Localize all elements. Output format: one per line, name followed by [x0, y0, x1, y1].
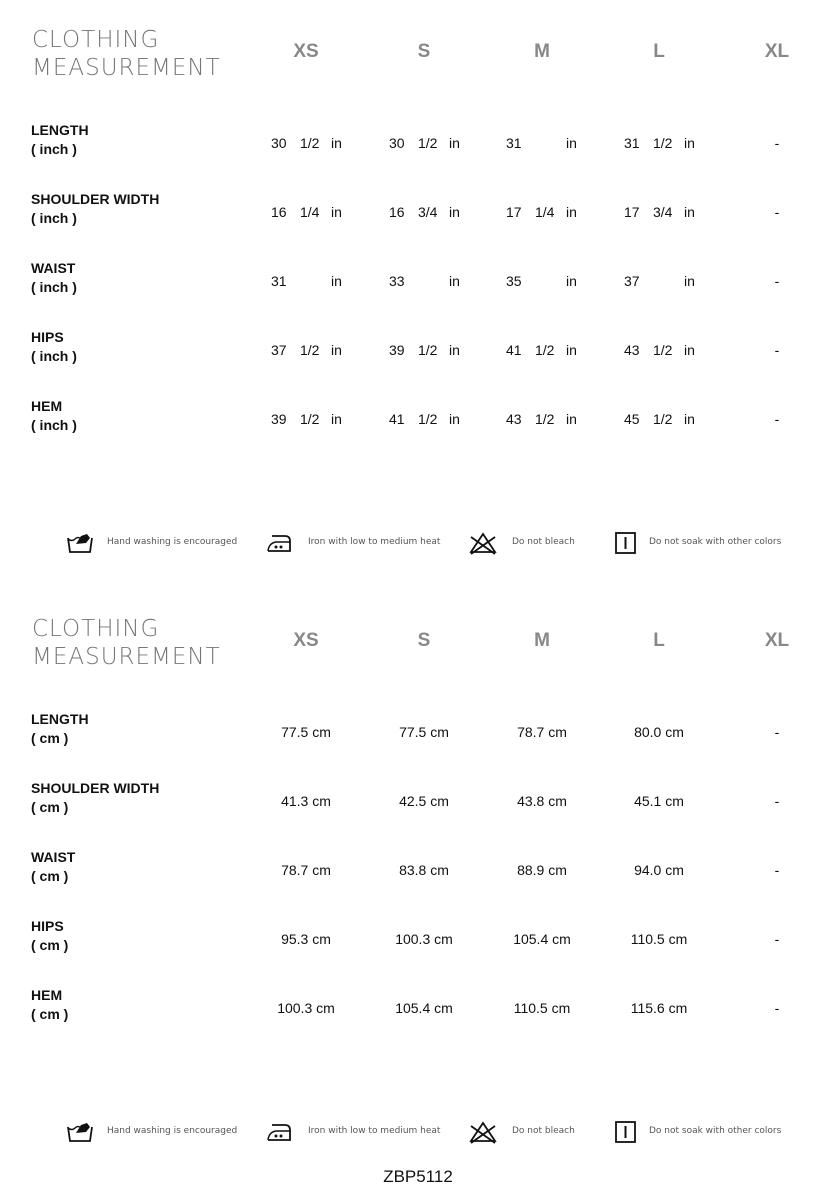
cell-fraction: 1/2: [300, 135, 320, 151]
cell-unit: in: [566, 135, 577, 151]
cell-xs: [271, 202, 351, 222]
care-text: Do not bleach: [512, 537, 575, 547]
row-unit: ( cm ): [31, 730, 69, 746]
cell-fraction: 3/4: [418, 204, 438, 220]
row-unit: ( cm ): [31, 1006, 69, 1022]
cell-l: 115.6 cm: [630, 1000, 688, 1016]
care-text: Hand washing is encouraged: [107, 537, 238, 547]
cell-xs: [271, 340, 351, 360]
title-line-1: CLOTHING: [32, 27, 160, 53]
cell-unit: in: [331, 342, 342, 358]
row-label: [31, 779, 159, 817]
cell-s: 105.4 cm: [395, 1000, 453, 1016]
cell-whole: 16: [271, 204, 287, 220]
row-unit: ( cm ): [31, 937, 69, 953]
row-name: SHOULDER WIDTH: [31, 780, 160, 796]
row-name: HIPS: [31, 918, 64, 934]
cell-l: [624, 409, 704, 429]
row-name: WAIST: [31, 260, 76, 276]
iron-icon: [265, 530, 293, 556]
cell-s: [389, 271, 469, 291]
size-header-l: L: [653, 630, 665, 651]
care-instructions: [0, 527, 836, 559]
cell-s: 77.5 cm: [399, 724, 449, 740]
cell-m: 78.7 cm: [517, 724, 567, 740]
section-title: [32, 615, 221, 671]
cell-xs: 100.3 cm: [277, 1000, 335, 1016]
cell-xl: -: [774, 724, 780, 740]
cell-whole: 37: [624, 273, 640, 289]
measurement-row-hips: [0, 917, 836, 961]
cell-unit: in: [331, 135, 342, 151]
cell-m: [506, 409, 586, 429]
cell-s: 42.5 cm: [399, 793, 449, 809]
cell-xs: [271, 409, 351, 429]
cell-s: [389, 409, 469, 429]
cell-xl: -: [774, 931, 780, 947]
cell-whole: 41: [389, 411, 405, 427]
cell-xl: -: [774, 411, 780, 427]
cell-unit: in: [684, 411, 695, 427]
care-text: Do not soak with other colors: [649, 537, 782, 547]
cell-xs: 77.5 cm: [281, 724, 331, 740]
cell-unit: in: [684, 273, 695, 289]
size-header-xl: XL: [764, 630, 790, 651]
cell-s: 100.3 cm: [395, 931, 453, 947]
row-label: [31, 848, 75, 886]
row-label: [31, 917, 68, 955]
cell-unit: in: [331, 204, 342, 220]
row-name: HEM: [31, 987, 63, 1003]
row-unit: ( inch ): [31, 141, 77, 157]
hand-wash-icon: [66, 530, 94, 556]
cell-xs: [271, 133, 351, 153]
row-name: SHOULDER WIDTH: [31, 191, 160, 207]
cell-whole: 31: [506, 135, 522, 151]
measurement-row-hem: [0, 397, 836, 441]
cell-fraction: 1/2: [418, 411, 438, 427]
cell-s: [389, 202, 469, 222]
cell-m: 110.5 cm: [513, 1000, 571, 1016]
row-unit: ( inch ): [31, 279, 77, 295]
cell-xs: 95.3 cm: [281, 931, 331, 947]
cell-whole: 30: [271, 135, 287, 151]
care-text: Do not soak with other colors: [649, 1126, 782, 1136]
cell-m: 88.9 cm: [517, 862, 567, 878]
cell-fraction: 3/4: [653, 204, 673, 220]
section-title: [32, 26, 221, 82]
cell-xl: -: [774, 135, 780, 151]
no-bleach-icon: [469, 530, 497, 556]
cell-whole: 37: [271, 342, 287, 358]
cell-xl: -: [774, 204, 780, 220]
measurement-row-waist: [0, 259, 836, 303]
cell-xl: -: [774, 862, 780, 878]
cell-l: [624, 271, 704, 291]
cell-unit: in: [331, 273, 342, 289]
size-header-m: M: [534, 41, 550, 62]
cell-l: 80.0 cm: [634, 724, 684, 740]
cell-xs: 41.3 cm: [281, 793, 331, 809]
cell-l: [624, 340, 704, 360]
cell-fraction: 1/4: [535, 204, 555, 220]
cell-whole: 30: [389, 135, 405, 151]
cell-unit: in: [449, 342, 460, 358]
size-header-s: S: [417, 630, 431, 651]
cell-xl: -: [774, 1000, 780, 1016]
cell-whole: 39: [271, 411, 287, 427]
cell-l: 94.0 cm: [634, 862, 684, 878]
cell-m: [506, 133, 586, 153]
size-header-xs: XS: [293, 630, 319, 651]
row-name: LENGTH: [31, 711, 89, 727]
measurement-row-waist: [0, 848, 836, 892]
cell-m: 43.8 cm: [517, 793, 567, 809]
cell-fraction: 1/2: [653, 342, 673, 358]
measurement-row-length: [0, 121, 836, 165]
cell-unit: in: [566, 204, 577, 220]
title-line-2: MEASUREMENT: [32, 55, 221, 81]
cell-l: 45.1 cm: [634, 793, 684, 809]
cell-unit: in: [684, 342, 695, 358]
measurement-row-hips: [0, 328, 836, 372]
cell-whole: 16: [389, 204, 405, 220]
cell-whole: 43: [624, 342, 640, 358]
cell-fraction: 1/2: [535, 411, 555, 427]
size-header-xl: XL: [764, 41, 790, 62]
cell-xl: -: [774, 342, 780, 358]
cell-fraction: 1/2: [300, 342, 320, 358]
cell-whole: 43: [506, 411, 522, 427]
cell-unit: in: [684, 135, 695, 151]
row-label: [31, 397, 77, 435]
no-bleach-icon: [469, 1119, 497, 1145]
measurement-row-shoulder-width: [0, 190, 836, 234]
cell-whole: 41: [506, 342, 522, 358]
hand-wash-icon: [66, 1119, 94, 1145]
row-label: [31, 121, 89, 159]
iron-icon: [265, 1119, 293, 1145]
care-text: Iron with low to medium heat: [308, 1126, 441, 1136]
size-header-xs: XS: [293, 41, 319, 62]
size-header-s: S: [417, 41, 431, 62]
cell-fraction: 1/2: [300, 411, 320, 427]
title-line-2: MEASUREMENT: [32, 644, 221, 670]
care-instructions: [0, 1116, 836, 1148]
cell-unit: in: [331, 411, 342, 427]
row-label: [31, 328, 77, 366]
cell-unit: in: [449, 204, 460, 220]
measurement-row-length: [0, 710, 836, 754]
row-name: HEM: [31, 398, 63, 414]
size-header-m: M: [534, 630, 550, 651]
title-line-1: CLOTHING: [32, 616, 160, 642]
cell-xl: -: [774, 273, 780, 289]
cell-unit: in: [566, 411, 577, 427]
row-unit: ( inch ): [31, 348, 77, 364]
cell-m: 105.4 cm: [513, 931, 571, 947]
cell-l: [624, 202, 704, 222]
row-unit: ( inch ): [31, 417, 77, 433]
cell-fraction: 1/2: [418, 135, 438, 151]
do-not-soak-icon: [613, 1119, 641, 1145]
measurement-row-hem: [0, 986, 836, 1030]
product-code: ZBP5112: [383, 1167, 453, 1186]
care-text: Iron with low to medium heat: [308, 537, 441, 547]
cell-fraction: 1/2: [418, 342, 438, 358]
cell-whole: 17: [624, 204, 640, 220]
cell-s: 83.8 cm: [399, 862, 449, 878]
cell-s: [389, 133, 469, 153]
cell-fraction: 1/2: [535, 342, 555, 358]
cell-l: 110.5 cm: [630, 931, 688, 947]
cell-unit: in: [449, 273, 460, 289]
row-unit: ( cm ): [31, 868, 69, 884]
cell-m: [506, 202, 586, 222]
row-unit: ( cm ): [31, 799, 69, 815]
cell-fraction: 1/4: [300, 204, 320, 220]
cell-whole: 17: [506, 204, 522, 220]
cell-l: [624, 133, 704, 153]
care-text: Do not bleach: [512, 1126, 575, 1136]
cell-whole: 45: [624, 411, 640, 427]
measurement-row-shoulder-width: [0, 779, 836, 823]
cell-xs: 78.7 cm: [281, 862, 331, 878]
cell-s: [389, 340, 469, 360]
cell-unit: in: [566, 273, 577, 289]
row-label: [31, 190, 159, 228]
cell-fraction: 1/2: [653, 411, 673, 427]
cell-xl: -: [774, 793, 780, 809]
cell-xs: [271, 271, 351, 291]
cell-unit: in: [449, 411, 460, 427]
cell-fraction: 1/2: [653, 135, 673, 151]
cell-m: [506, 271, 586, 291]
row-label: [31, 259, 77, 297]
size-header-l: L: [653, 41, 665, 62]
cell-unit: in: [449, 135, 460, 151]
row-name: HIPS: [31, 329, 64, 345]
do-not-soak-icon: [613, 530, 641, 556]
cell-m: [506, 340, 586, 360]
row-unit: ( inch ): [31, 210, 77, 226]
cell-unit: in: [566, 342, 577, 358]
row-label: [31, 986, 68, 1024]
cell-whole: 35: [506, 273, 522, 289]
cell-unit: in: [684, 204, 695, 220]
row-name: WAIST: [31, 849, 76, 865]
row-name: LENGTH: [31, 122, 89, 138]
row-label: [31, 710, 89, 748]
cell-whole: 31: [624, 135, 640, 151]
cell-whole: 33: [389, 273, 405, 289]
cell-whole: 39: [389, 342, 405, 358]
care-text: Hand washing is encouraged: [107, 1126, 238, 1136]
cell-whole: 31: [271, 273, 287, 289]
